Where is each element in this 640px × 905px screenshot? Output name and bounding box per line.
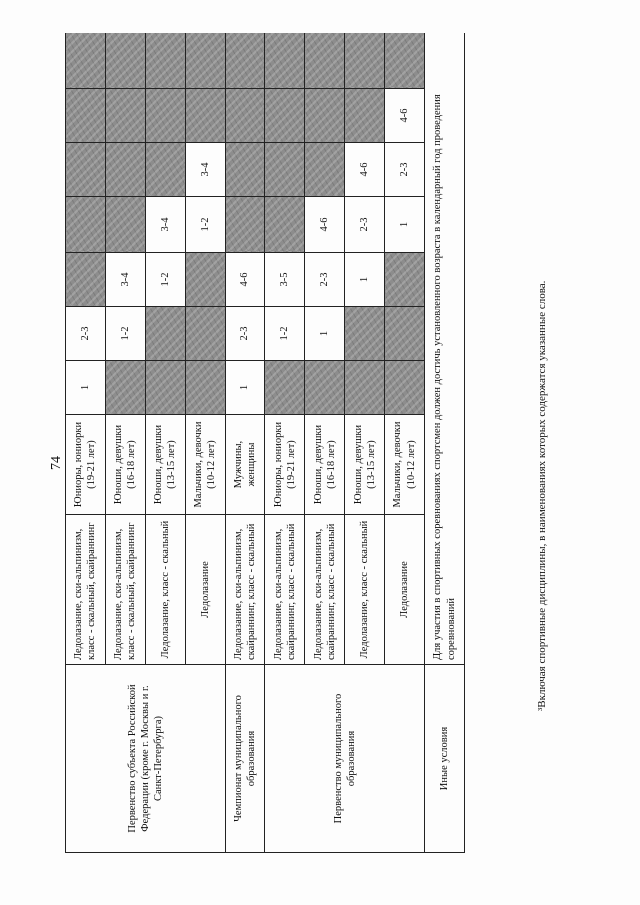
competition-cell: Первенство муниципального образования xyxy=(265,665,425,853)
shaded-cell xyxy=(185,89,225,143)
value-cell: 1-2 xyxy=(185,197,225,253)
shaded-cell xyxy=(305,143,345,197)
value-cell: 3-4 xyxy=(105,253,145,307)
shaded-cell xyxy=(66,33,106,89)
shaded-cell xyxy=(265,361,305,415)
table-row xyxy=(265,33,305,853)
value-cell: 2-3 xyxy=(385,143,425,197)
group-cell: Мужчины, женщины xyxy=(225,415,265,515)
discipline-cell: Ледолазание, класс - скальный xyxy=(145,515,185,665)
shaded-cell xyxy=(385,33,425,89)
shaded-cell xyxy=(345,361,385,415)
shaded-cell xyxy=(66,253,106,307)
value-cell: 1 xyxy=(305,307,345,361)
shaded-cell xyxy=(105,89,145,143)
shaded-cell xyxy=(385,253,425,307)
shaded-cell xyxy=(385,361,425,415)
discipline-cell: Ледолазание, ски-альпинизм, скайраннинг, класс - скальный xyxy=(305,515,345,665)
requirements-table xyxy=(65,33,465,853)
competition-cell: Первенство субъекта Российской Федерации (кроме г. Москвы и г. Санкт-Петербурга) xyxy=(66,665,226,853)
shaded-cell xyxy=(225,89,265,143)
value-cell: 2-3 xyxy=(66,307,106,361)
shaded-cell xyxy=(225,33,265,89)
shaded-cell xyxy=(145,307,185,361)
value-cell: 1-2 xyxy=(105,307,145,361)
shaded-cell xyxy=(105,143,145,197)
group-cell: Юноши, девушки (16-18 лет) xyxy=(105,415,145,515)
other-conditions-label: Иные условия xyxy=(425,665,465,853)
shaded-cell xyxy=(305,33,345,89)
page-number: 74 xyxy=(49,456,64,470)
table-row xyxy=(225,33,265,853)
shaded-cell xyxy=(305,89,345,143)
value-cell: 1-2 xyxy=(145,253,185,307)
table-row xyxy=(66,33,106,853)
shaded-cell xyxy=(345,89,385,143)
footnote: ³Включая спортивные дисциплины, в наименованиях которых содержатся указанные слова. xyxy=(536,280,548,711)
table-body xyxy=(66,33,465,853)
group-cell: Юноши, девушки (13-15 лет) xyxy=(145,415,185,515)
shaded-cell xyxy=(265,89,305,143)
shaded-cell xyxy=(185,33,225,89)
shaded-cell xyxy=(305,361,345,415)
value-cell: 4-6 xyxy=(385,89,425,143)
value-cell: 2-3 xyxy=(225,307,265,361)
value-cell: 1 xyxy=(225,361,265,415)
value-cell: 1-2 xyxy=(265,307,305,361)
shaded-cell xyxy=(185,307,225,361)
shaded-cell xyxy=(345,307,385,361)
discipline-cell: Ледолазание xyxy=(185,515,225,665)
shaded-cell xyxy=(265,143,305,197)
value-cell: 2-3 xyxy=(305,253,345,307)
discipline-cell: Ледолазание xyxy=(385,515,425,665)
shaded-cell xyxy=(265,197,305,253)
value-cell: 3-4 xyxy=(185,143,225,197)
shaded-cell xyxy=(185,361,225,415)
shaded-cell xyxy=(105,197,145,253)
value-cell: 2-3 xyxy=(345,197,385,253)
shaded-cell xyxy=(265,33,305,89)
group-cell: Юниоры, юниорки (19-21 лет) xyxy=(265,415,305,515)
table-row xyxy=(425,33,465,853)
shaded-cell xyxy=(66,197,106,253)
shaded-cell xyxy=(66,89,106,143)
discipline-cell: Ледолазание, ски-альпинизм, класс - скальный, скайраннинг xyxy=(105,515,145,665)
group-cell: Мальчики, девочки (10-12 лет) xyxy=(385,415,425,515)
shaded-cell xyxy=(345,33,385,89)
group-cell: Мальчики, девочки (10-12 лет) xyxy=(185,415,225,515)
group-cell: Юноши, девушки (13-15 лет) xyxy=(345,415,385,515)
shaded-cell xyxy=(105,33,145,89)
shaded-cell xyxy=(225,143,265,197)
value-cell: 3-5 xyxy=(265,253,305,307)
group-cell: Юноши, девушки (16-18 лет) xyxy=(305,415,345,515)
shaded-cell xyxy=(145,33,185,89)
value-cell: 1 xyxy=(345,253,385,307)
other-conditions-text: Для участия в спортивных соревнованиях спортсмен должен достичь установленного возраста в календарный год проведения соревнований xyxy=(425,33,465,665)
discipline-cell: Ледолазание, ски-альпинизм, класс - скальный, скайраннинг xyxy=(66,515,106,665)
table-viewport xyxy=(65,33,465,853)
value-cell: 1 xyxy=(66,361,106,415)
shaded-cell xyxy=(105,361,145,415)
value-cell: 1 xyxy=(385,197,425,253)
shaded-cell xyxy=(185,253,225,307)
value-cell: 4-6 xyxy=(345,143,385,197)
value-cell: 4-6 xyxy=(305,197,345,253)
competition-cell: Чемпионат муниципального образования xyxy=(225,665,265,853)
shaded-cell xyxy=(145,143,185,197)
discipline-cell: Ледолазание, ски-альпинизм, скайраннинг, класс - скальный xyxy=(265,515,305,665)
shaded-cell xyxy=(145,361,185,415)
shaded-cell xyxy=(225,197,265,253)
group-cell: Юниоры, юниорки (19-21 лет) xyxy=(66,415,106,515)
rotated-table-wrapper xyxy=(65,33,465,853)
discipline-cell: Ледолазание, класс - скальный xyxy=(345,515,385,665)
shaded-cell xyxy=(385,307,425,361)
shaded-cell xyxy=(66,143,106,197)
discipline-cell: Ледолазание, ски-альпинизм, скайраннинг, класс - скальный xyxy=(225,515,265,665)
value-cell: 4-6 xyxy=(225,253,265,307)
value-cell: 3-4 xyxy=(145,197,185,253)
shaded-cell xyxy=(145,89,185,143)
